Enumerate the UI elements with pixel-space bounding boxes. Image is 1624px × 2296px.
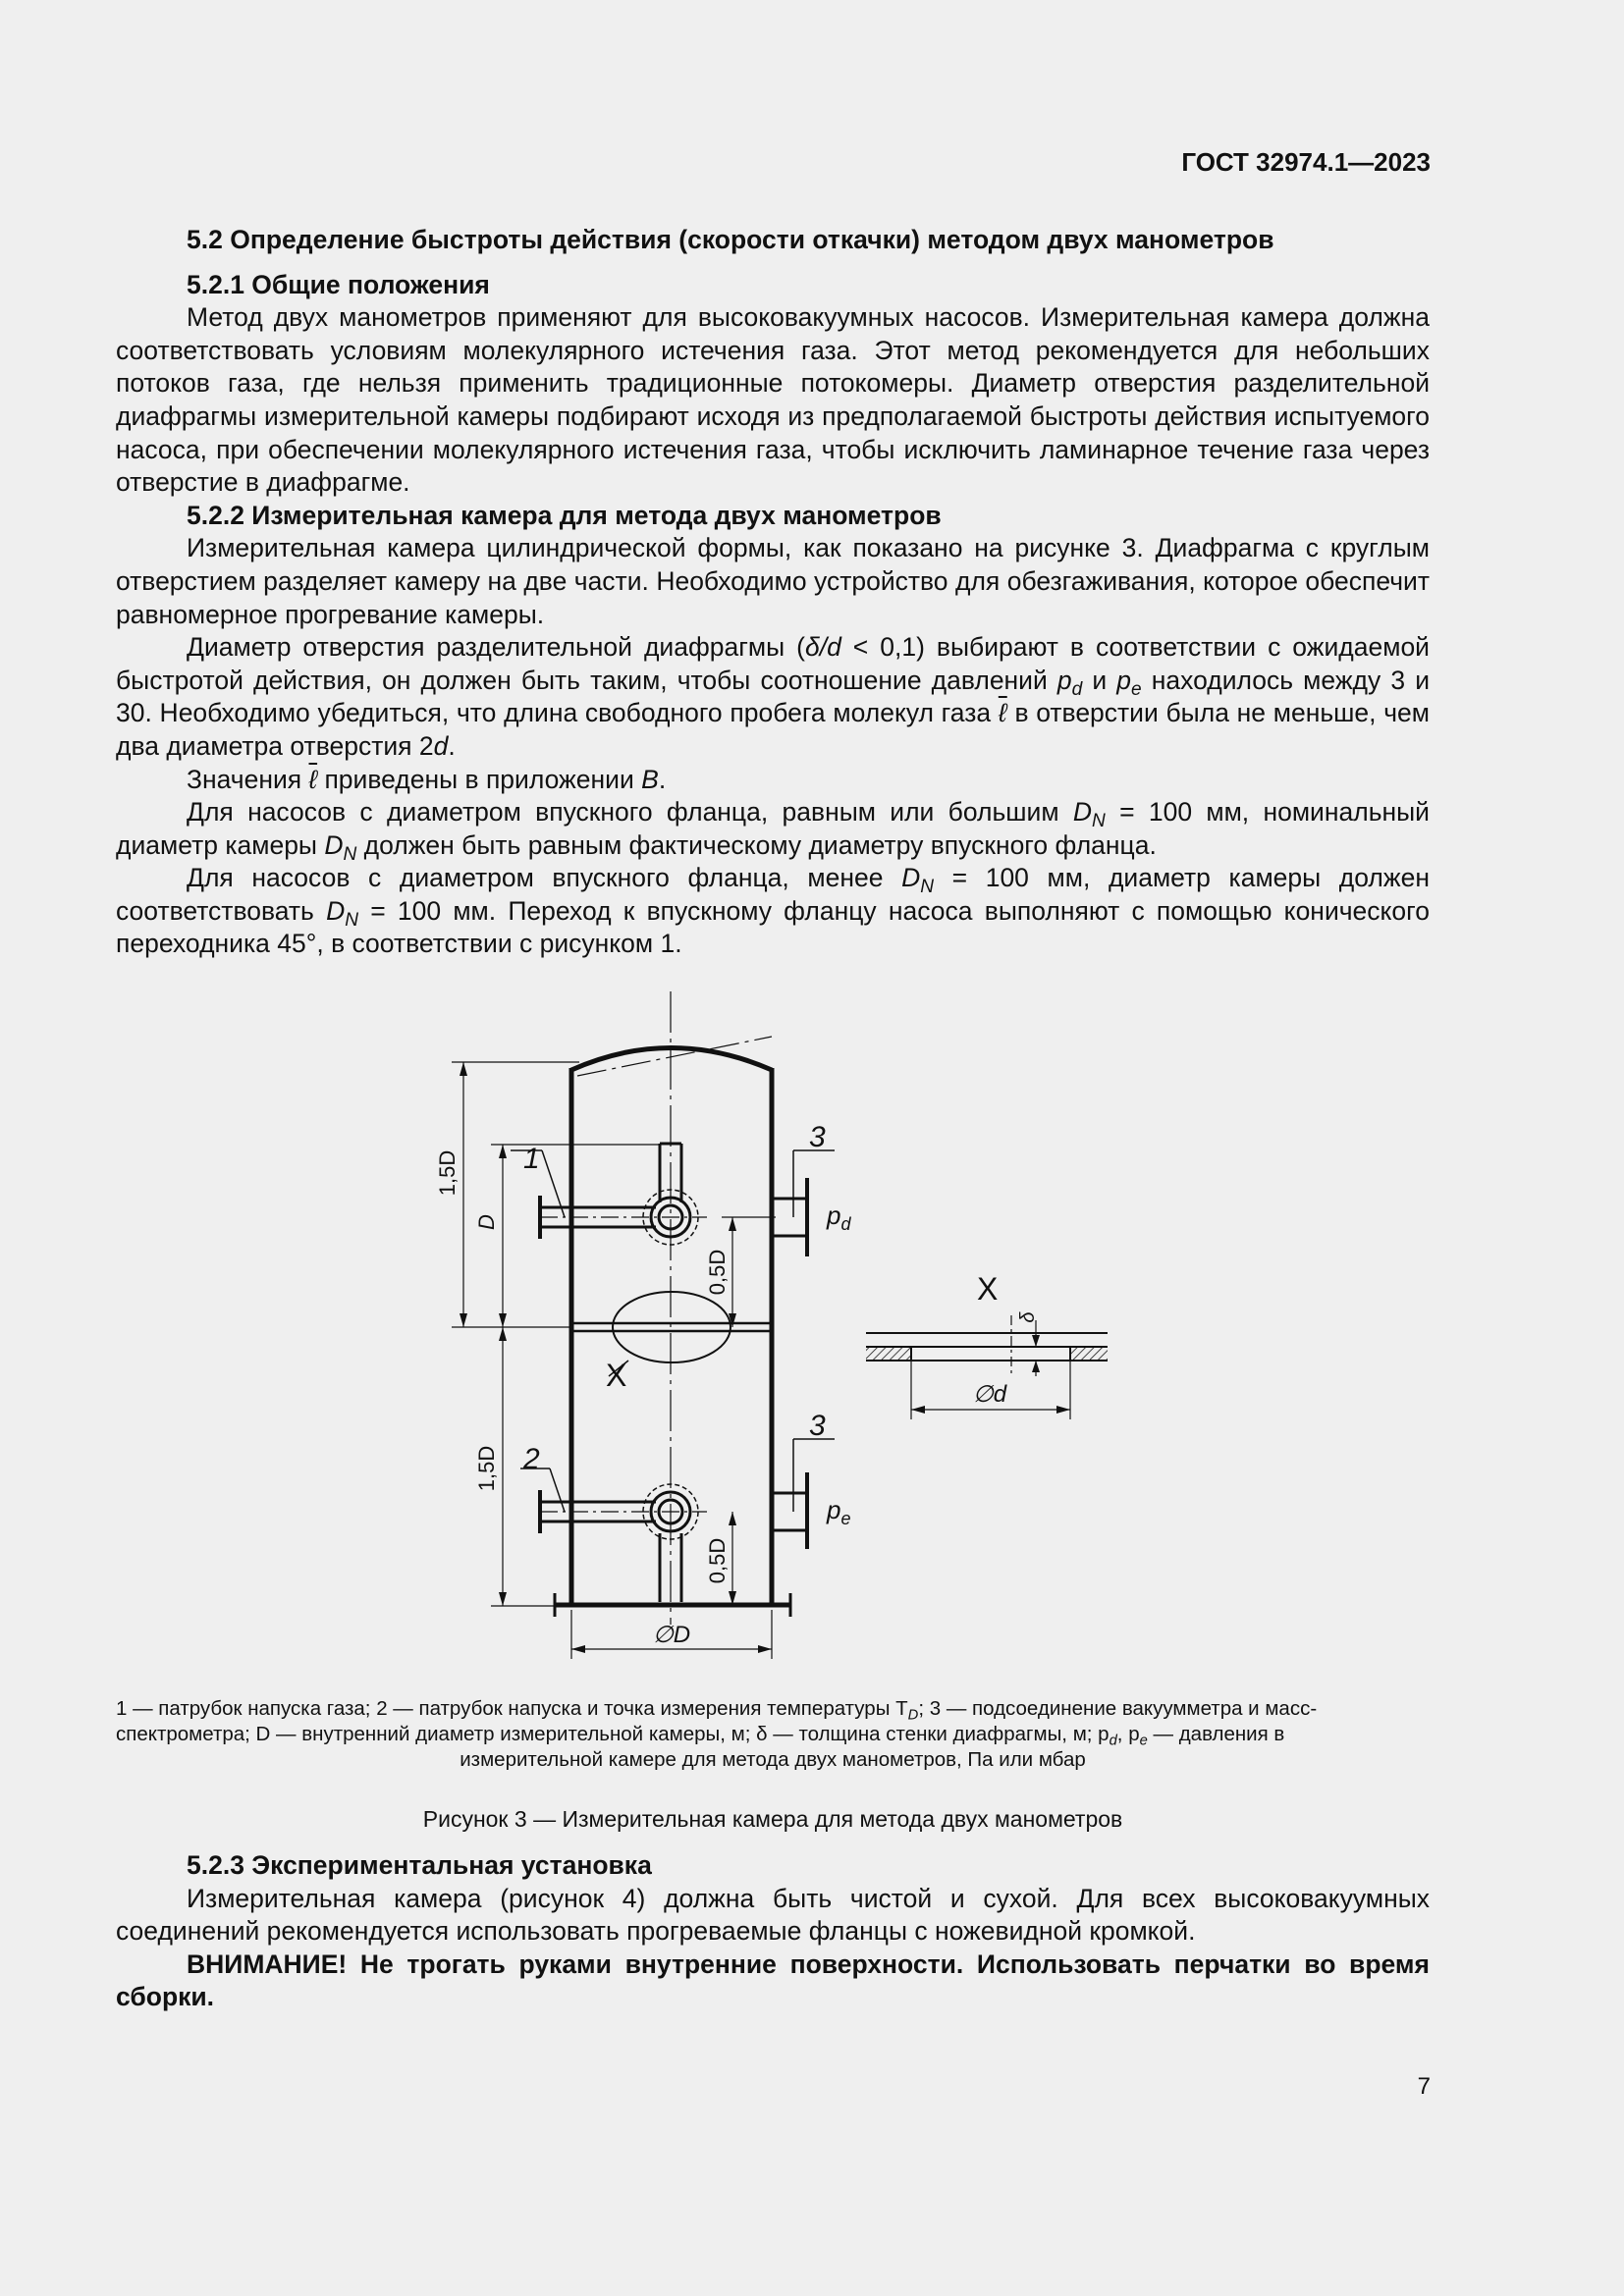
section-5-2-3-title: 5.2.3 Экспериментальная установка [187,1850,652,1880]
paragraph-setup: Измерительная камера (рисунок 4) должна быть чистой и сухой. Для всех высоковакуумных соединений рекомендуется использовать прогреваемые фланцы с ножевидной кромкой. [116,1883,1430,1947]
paragraph-diaphragm: Диаметр отверстия разделительной диафрагмы (δ/d < 0,1) выбирают в соответствии с ожидаемой быстротой действия, он должен быть таким, чтобы соотношение давлений $p_d$ и $p_e$ находилось между 3 и 30. Необходимо убедиться, что длина свободного пробега молекул газа ℓ в отверстии была не меньше, чем два диаметра отверстия 2d. [116,632,1431,761]
document-header: ГОСТ 32974.1—2023 [1181,147,1431,177]
figure-3-diagram [393,987,1159,1674]
legend-line-2: спектрометра; D — внутренний диаметр измерительной камеры, м; δ — толщина стенки диафрагмы, м; $p_d$, $p_e$ — давления в [116,1723,1285,1749]
dimension-0-5D-upper: 0,5D [705,1249,730,1296]
callout-3-lower: 3 [809,1410,826,1442]
paragraph-large-flange: Для насосов с диаметром впускного фланца, равным или большим $D_N = 100$ мм, номинальный диаметр камеры $D_N$ должен быть равным фактическому диаметру впускного фланца. [116,797,1430,865]
dimension-1-5D-lower: 1,5D [474,1445,499,1492]
label-pe: $p_e$ [827,1495,851,1528]
paragraph-chamber: Измерительная камера цилиндрической формы, как показано на рисунке 3. Диафрагма с круглым отверстием разделяет камеру на две части. Необходимо устройство для обезгаживания, которое обеспечит равномерное прогревание камеры. [116,533,1430,629]
paragraph-values: Значения ℓ приведены в приложении В. [187,764,667,794]
section-5-2-title: 5.2 Определение быстроты действия (скорости откачки) методом двух манометров [187,225,1274,254]
dimension-diameter-D: ∅D [652,1622,691,1648]
page-number: 7 [1417,2073,1431,2100]
warning-text: ВНИМАНИЕ! Не трогать руками внутренние поверхности. Использовать перчатки во время сборки. [116,1949,1430,2012]
figure-legend [116,1696,1430,1773]
callout-1: 1 [523,1143,540,1175]
callout-3-upper: 3 [809,1121,826,1153]
dimension-D: D [474,1214,499,1230]
paragraph-general: Метод двух манометров применяют для высоковакуумных насосов. Измерительная камера должна соответствовать условиям молекулярного истечения газа. Этот метод рекомендуется для небольших потоков газа, где нельзя применить традиционные потокомеры. Диаметр отверстия разделительной диафрагмы измерительной камеры подбирают исходя из предполагаемой быстроты действия испытуемого насоса, при обеспечении молекулярного истечения газа, чтобы исключить ламинарное течение газа через отверстие в диафрагме. [116,302,1430,498]
paragraph-small-flange: Для насосов с диаметром впускного фланца, менее $D_N = 100$ мм, диаметр камеры должен соответствовать $D_N = 100$ мм. Переход к впускному фланцу насоса выполняют с помощью конического переходника 45°, в соответствии с рисунком 1. [116,863,1430,959]
section-5-2-1-title: 5.2.1 Общие положения [187,269,490,299]
detail-diameter-d: ∅d [972,1381,1007,1408]
legend-line-3: измерительной камере для метода двух манометров, Па или мбар [460,1748,1086,1771]
label-pd: $p_d$ [827,1201,851,1234]
section-5-2-2-title: 5.2.2 Измерительная камера для метода двух манометров [187,500,942,530]
dimension-1-5D-upper: 1,5D [435,1149,460,1197]
detail-delta: δ [1017,1311,1039,1323]
dimension-0-5D-lower: 0,5D [705,1537,730,1584]
label-X: X [606,1358,627,1393]
main-text-continued [116,1849,1430,2014]
legend-line-1: 1 — патрубок напуска газа; 2 — патрубок напуска и точка измерения температуры $T_D$; 3 — подсоединение вакуумметра и масс- [116,1697,1318,1724]
callout-2: 2 [523,1443,540,1475]
figure-caption: Рисунок 3 — Измерительная камера для метода двух манометров [422,1806,1123,1832]
main-text [116,224,1430,961]
detail-X-title: X [977,1271,999,1307]
